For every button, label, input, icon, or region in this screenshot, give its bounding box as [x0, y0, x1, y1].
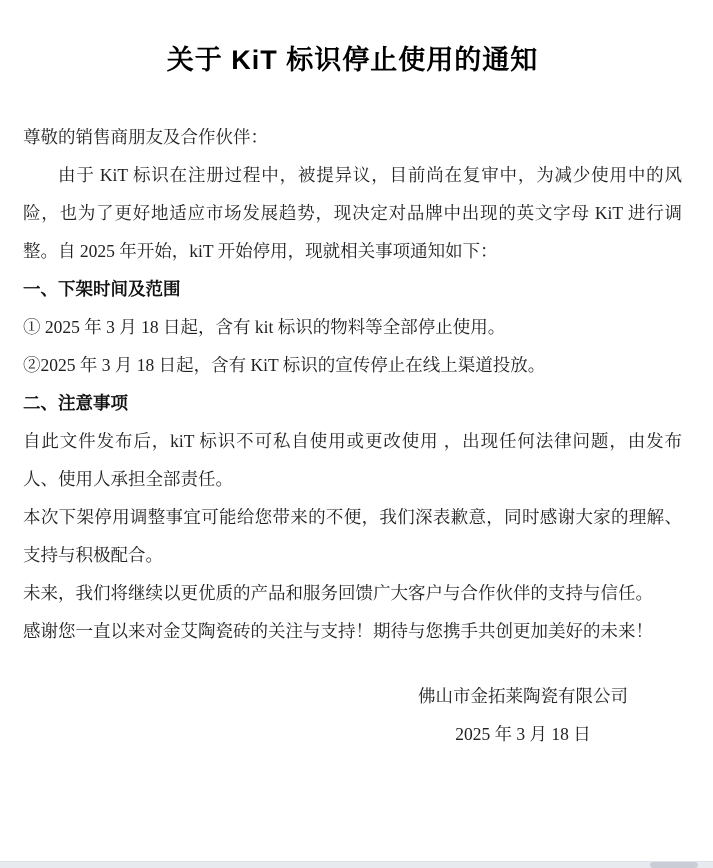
section1-heading: 一、下架时间及范围 — [23, 279, 181, 299]
horizontal-scrollbar-thumb[interactable] — [650, 862, 698, 868]
intro-paragraph: 由于 KiT 标识在注册过程中，被提异议，目前尚在复审中，为减少使用中的风险，也为了更好地适应市场发展趋势，现决定对品牌中出现的英文字母 KiT 进行调整。自 2025 年开始，kiT 开始停用，现就相关事项通知如下： — [23, 165, 682, 261]
signature-block — [418, 677, 628, 753]
section2-paragraph-4: 感谢您一直以来对金艾陶瓷砖的关注与支持！期待与您携手共创更加美好的未来！ — [23, 621, 653, 641]
signature-company: 佛山市金拓莱陶瓷有限公司 — [418, 686, 628, 706]
signature-date: 2025 年 3 月 18 日 — [455, 724, 591, 744]
section2-paragraph-1: 自此文件发布后，kiT 标识不可私自使用或更改使用 ，出现任何法律问题，由发布人、使用人承担全部责任。 — [23, 431, 682, 489]
section1-item-2: ②2025 年 3 月 18 日起，含有 KiT 标识的宣传停止在线上渠道投放。 — [23, 355, 546, 375]
section2-paragraph-2: 本次下架停用调整事宜可能给您带来的不便，我们深表歉意，同时感谢大家的理解、支持与积极配合。 — [23, 507, 682, 565]
document-body — [23, 118, 682, 650]
section1-item-1: ① 2025 年 3 月 18 日起，含有 kit 标识的物料等全部停止使用。 — [23, 317, 506, 337]
document-title: 关于 KiT 标识停止使用的通知 — [166, 45, 539, 75]
greeting-line: 尊敬的销售商朋友及合作伙伴： — [23, 127, 268, 147]
section2-heading: 二、注意事项 — [23, 393, 128, 413]
section2-paragraph-3: 未来，我们将继续以更优质的产品和服务回馈广大客户与合作伙伴的支持与信任。 — [23, 583, 653, 603]
horizontal-scrollbar[interactable] — [0, 861, 713, 868]
